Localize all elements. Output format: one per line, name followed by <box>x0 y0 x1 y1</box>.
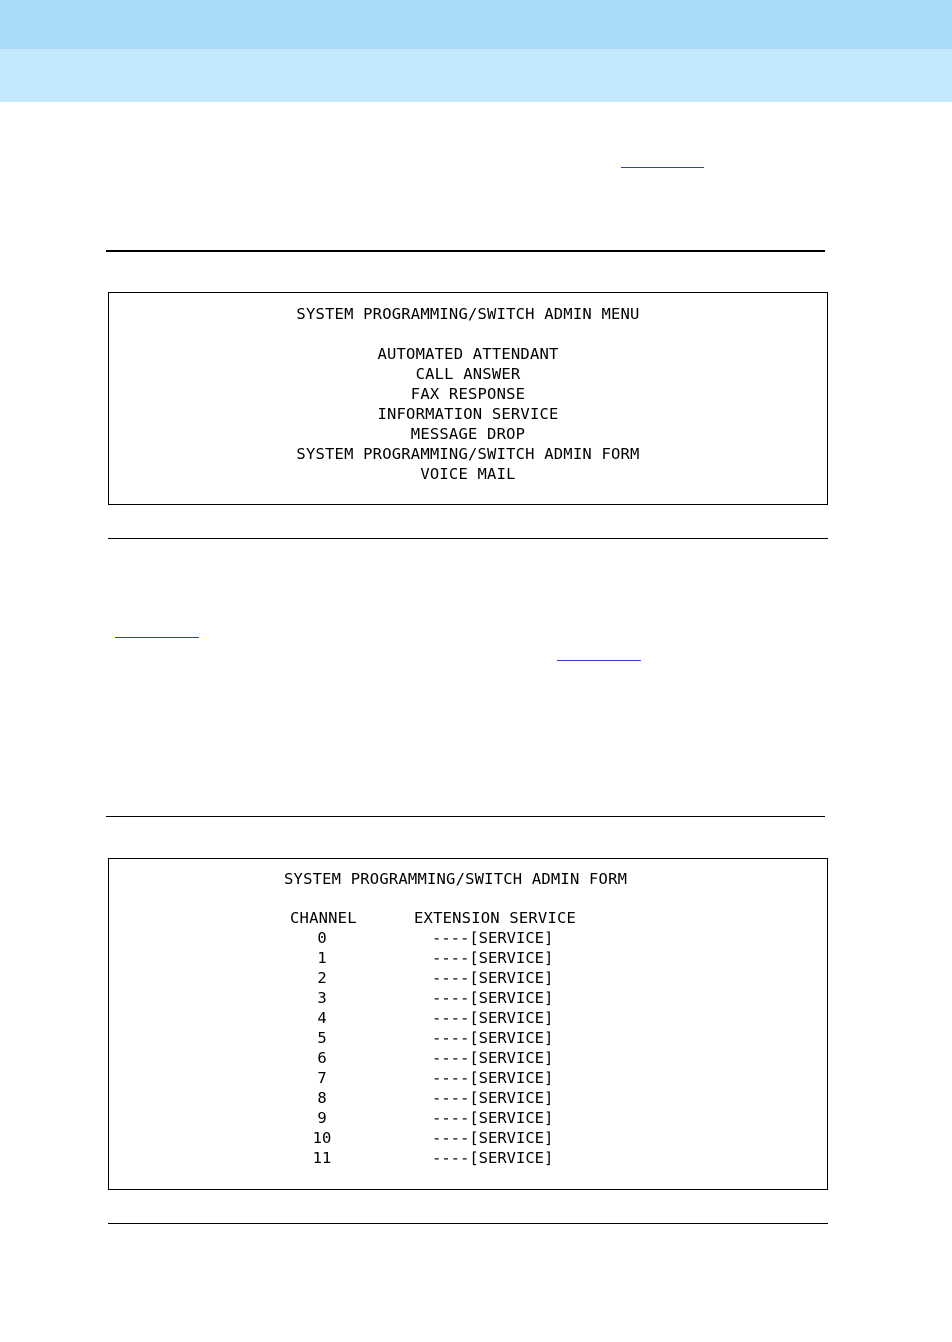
menu-item-message-drop[interactable]: MESSAGE DROP <box>410 425 526 443</box>
section-rule-2 <box>108 538 828 539</box>
channel-number: 1 <box>317 949 327 967</box>
extension-service-field[interactable]: ----[SERVICE] <box>432 1009 554 1027</box>
extension-service-field[interactable]: ----[SERVICE] <box>432 949 554 967</box>
menu-item-switch-admin-form[interactable]: SYSTEM PROGRAMMING/SWITCH ADMIN FORM <box>296 445 640 463</box>
menu-item-automated-attendant[interactable]: AUTOMATED ATTENDANT <box>377 345 559 363</box>
extension-service-field[interactable]: ----[SERVICE] <box>432 1109 554 1127</box>
channel-number: 10 <box>312 1129 332 1147</box>
channel-number: 0 <box>317 929 327 947</box>
extension-service-field[interactable]: ----[SERVICE] <box>432 1049 554 1067</box>
cross-reference-link-3[interactable] <box>557 660 641 661</box>
section-rule-3 <box>106 816 825 817</box>
column-header-extension-service: EXTENSION SERVICE <box>414 909 577 927</box>
channel-number: 8 <box>317 1089 327 1107</box>
menu-item-fax-response[interactable]: FAX RESPONSE <box>410 385 526 403</box>
header-banner-top <box>0 0 952 49</box>
column-header-channel: CHANNEL <box>290 909 357 927</box>
channel-number: 9 <box>317 1109 327 1127</box>
cross-reference-link-1[interactable] <box>621 167 704 168</box>
channel-number: 4 <box>317 1009 327 1027</box>
extension-service-field[interactable]: ----[SERVICE] <box>432 1089 554 1107</box>
admin-form-screen <box>108 858 828 1190</box>
extension-service-field[interactable]: ----[SERVICE] <box>432 1149 554 1167</box>
cross-reference-link-2[interactable] <box>115 637 199 638</box>
channel-number: 11 <box>312 1149 332 1167</box>
extension-service-field[interactable]: ----[SERVICE] <box>432 989 554 1007</box>
extension-service-field[interactable]: ----[SERVICE] <box>432 929 554 947</box>
extension-service-field[interactable]: ----[SERVICE] <box>432 969 554 987</box>
form-screen-title: SYSTEM PROGRAMMING/SWITCH ADMIN FORM <box>284 870 628 888</box>
section-rule-4 <box>108 1223 828 1224</box>
channel-number: 7 <box>317 1069 327 1087</box>
menu-item-voice-mail[interactable]: VOICE MAIL <box>420 465 516 483</box>
menu-item-information-service[interactable]: INFORMATION SERVICE <box>377 405 559 423</box>
channel-number: 5 <box>317 1029 327 1047</box>
channel-number: 3 <box>317 989 327 1007</box>
header-banner-bottom <box>0 49 952 102</box>
extension-service-field[interactable]: ----[SERVICE] <box>432 1029 554 1047</box>
channel-number: 2 <box>317 969 327 987</box>
section-rule-1 <box>106 250 825 252</box>
menu-screen-title: SYSTEM PROGRAMMING/SWITCH ADMIN MENU <box>296 305 640 323</box>
extension-service-field[interactable]: ----[SERVICE] <box>432 1129 554 1147</box>
extension-service-field[interactable]: ----[SERVICE] <box>432 1069 554 1087</box>
admin-menu-screen <box>108 292 828 505</box>
menu-item-call-answer[interactable]: CALL ANSWER <box>415 365 521 383</box>
channel-number: 6 <box>317 1049 327 1067</box>
